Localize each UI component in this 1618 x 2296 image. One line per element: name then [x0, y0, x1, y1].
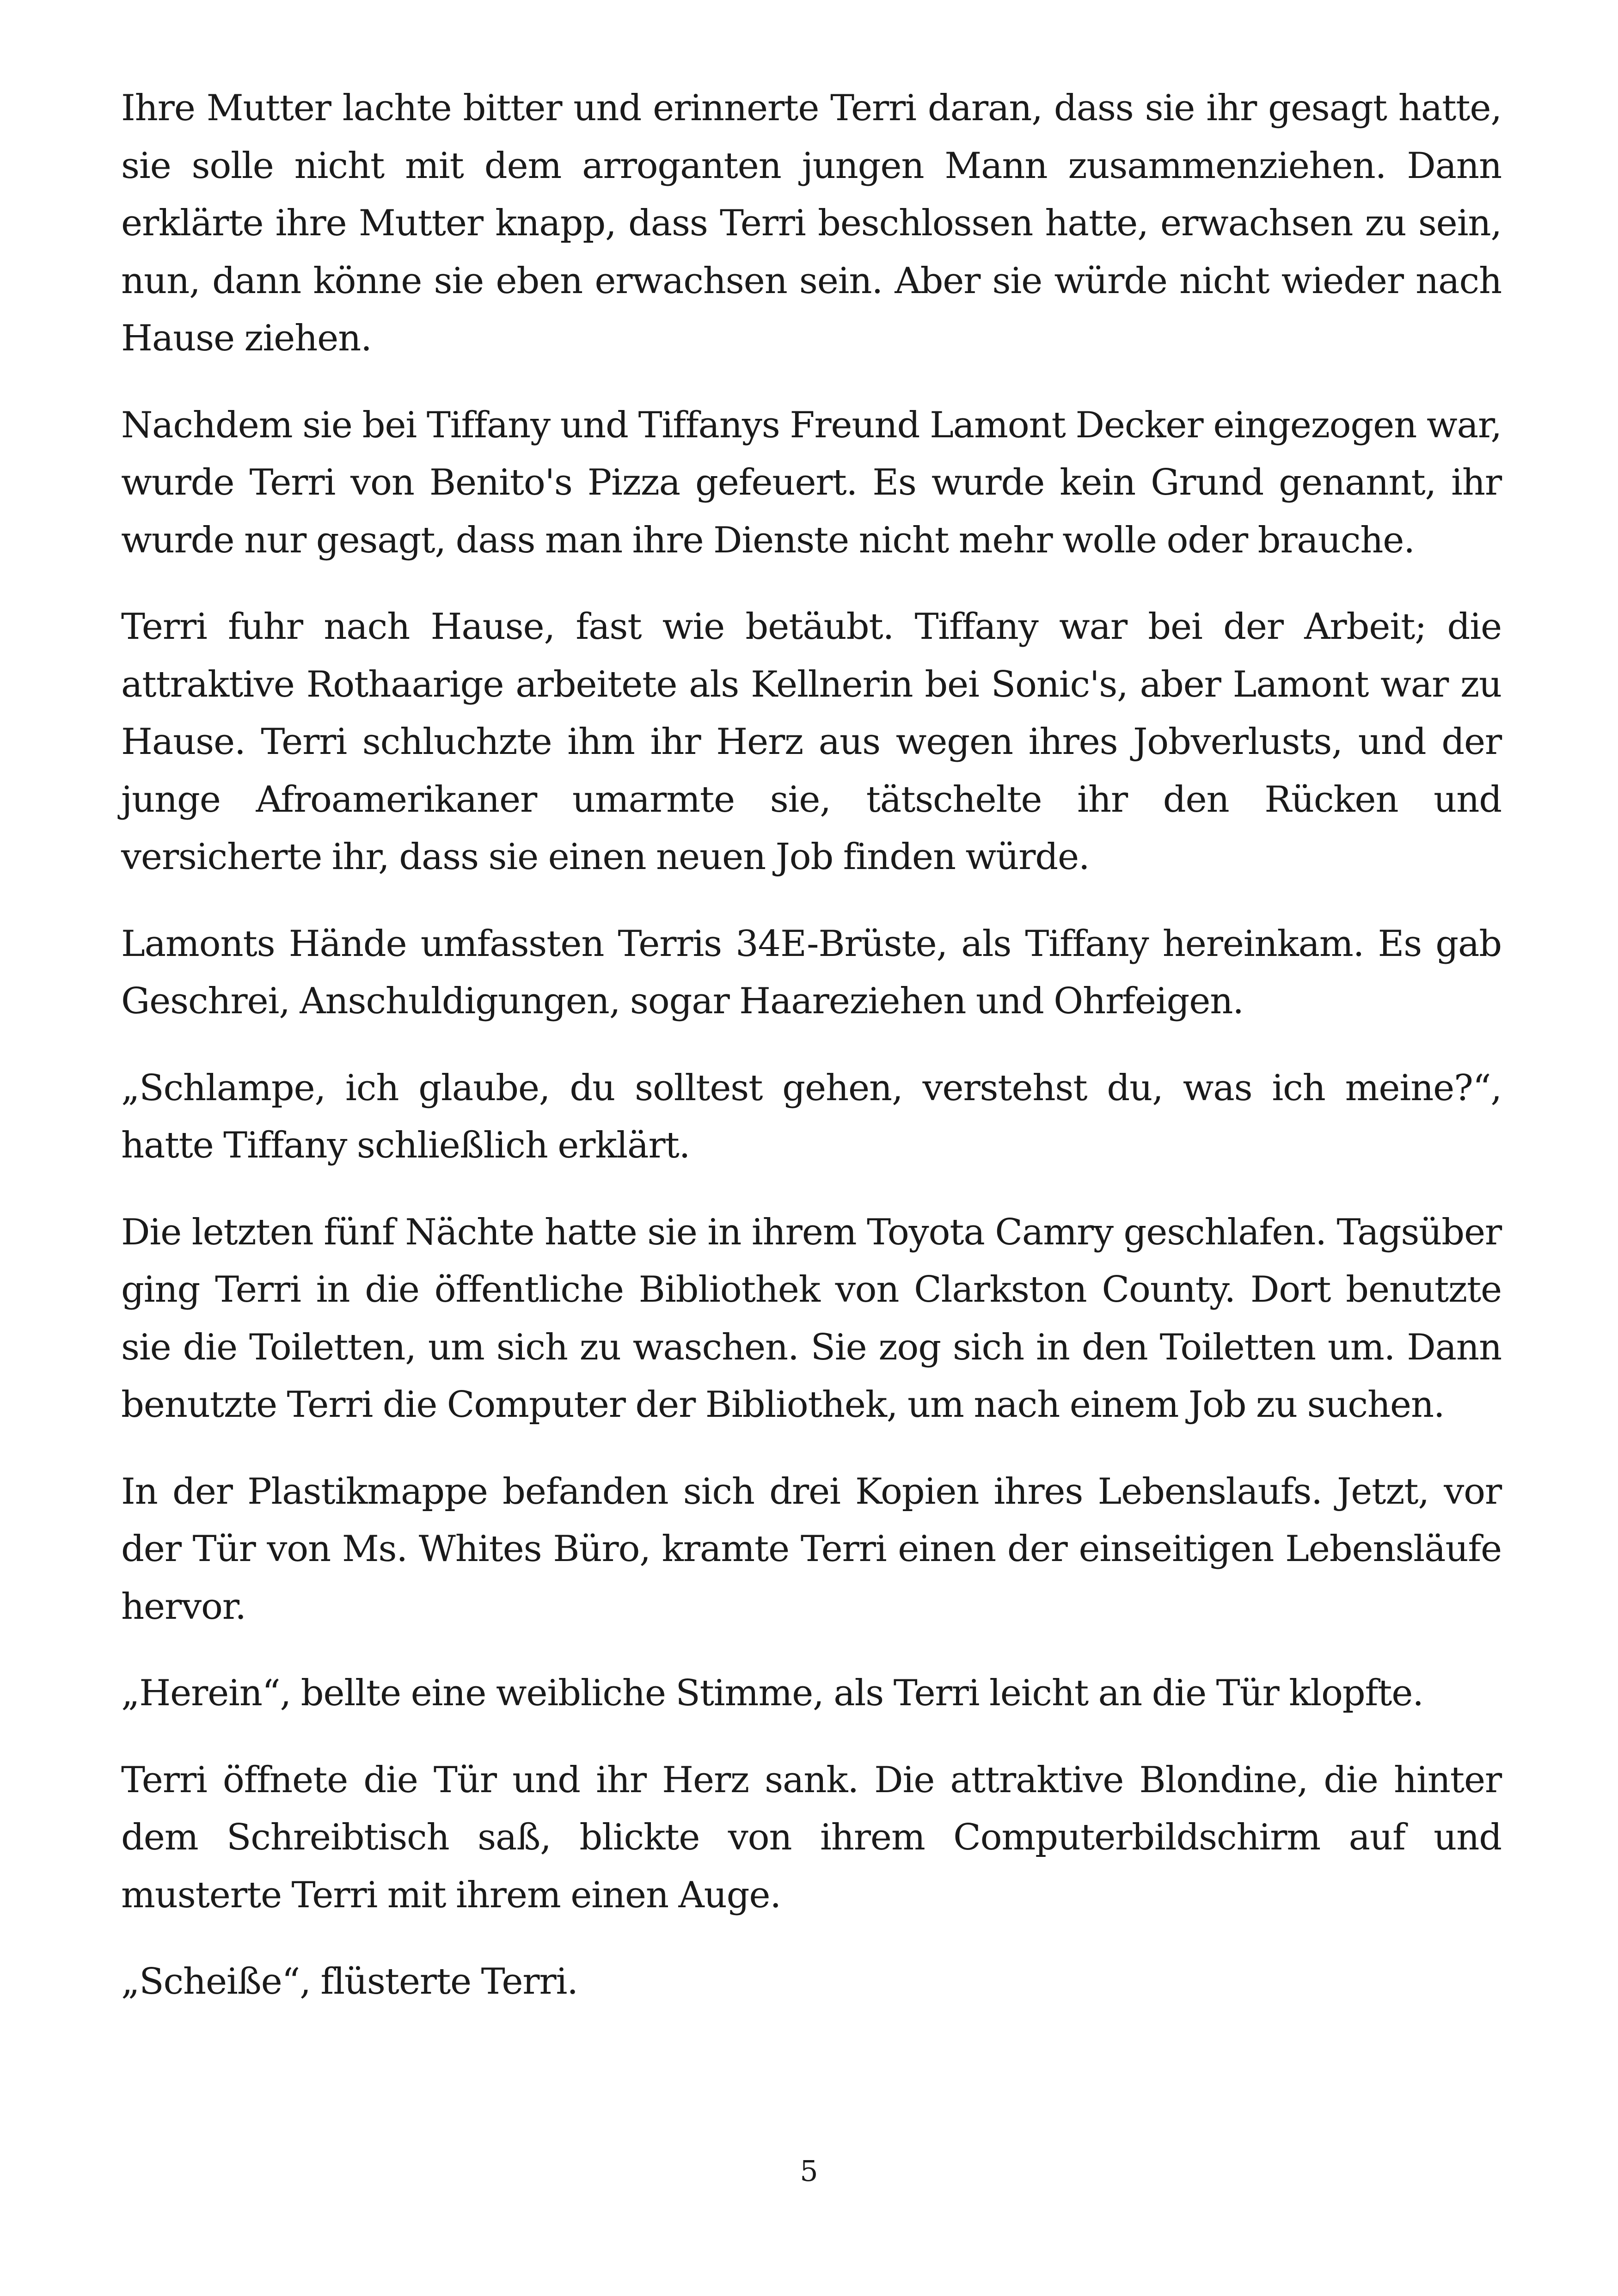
paragraph-5: „Schlampe, ich glaube, du solltest gehen, verstehst du, was ich meine?“, hatte Tiffany schließlich erklärt. [121, 1067, 1502, 1166]
paragraph-7: In der Plastikmappe befanden sich drei Kopien ihres Lebenslaufs. Jetzt, vor der Tür von Ms. Whites Büro, kramte Terri einen der einseitigen Lebensläufe hervor. [121, 1470, 1502, 1628]
page-number: 5 [800, 2154, 818, 2188]
paragraph-9: Terri öffnete die Tür und ihr Herz sank. Die attraktive Blondine, die hinter dem Schreibtisch saß, blickte von ihrem Computerbildschirm auf und musterte Terri mit ihrem einen Auge. [121, 1759, 1502, 1916]
paragraph-3: Terri fuhr nach Hause, fast wie betäubt. Tiffany war bei der Arbeit; die attraktive Rothaarige arbeitete als Kellnerin bei Sonic's, aber Lamont war zu Hause. Terri schluchzte ihm ihr Herz aus wegen ihres Jobverlusts, und der junge Afroamerikaner umarmte sie, tätschelte ihr den Rücken und versicherte ihr, dass sie einen neuen Job finden würde. [121, 606, 1502, 878]
paragraph-6: Die letzten fünf Nächte hatte sie in ihrem Toyota Camry geschlafen. Tagsüber ging Terri in die öffentliche Bibliothek von Clarkston County. Dort benutzte sie die Toiletten, um sich zu waschen. Sie zog sich in den Toiletten um. Dann benutzte Terri die Computer der Bibliothek, um nach einem Job zu suchen. [121, 1211, 1502, 1426]
paragraph-4: Lamonts Hände umfassten Terris 34E-Brüste, als Tiffany hereinkam. Es gab Geschrei, Anschuldigungen, sogar Haareziehen und Ohrfeigen. [121, 923, 1502, 1022]
body-text [121, 80, 1502, 2040]
paragraph-1: Ihre Mutter lachte bitter und erinnerte Terri daran, dass sie ihr gesagt hatte, sie solle nicht mit dem arroganten jungen Mann zusammenziehen. Dann erklärte ihre Mutter knapp, dass Terri beschlossen hatte, erwachsen zu sein, nun, dann könne sie eben erwachsen sein. Aber sie würde nicht wieder nach Hause ziehen. [121, 87, 1502, 359]
paragraph-8: „Herein“, bellte eine weibliche Stimme, als Terri leicht an die Tür klopfte. [121, 1672, 1423, 1714]
paragraph-10: „Scheiße“, flüsterte Terri. [121, 1961, 578, 2002]
paragraph-2: Nachdem sie bei Tiffany und Tiffanys Freund Lamont Decker eingezogen war, wurde Terri von Benito's Pizza gefeuert. Es wurde kein Grund genannt, ihr wurde nur gesagt, dass man ihre Dienste nicht mehr wolle oder brauche. [121, 404, 1502, 561]
